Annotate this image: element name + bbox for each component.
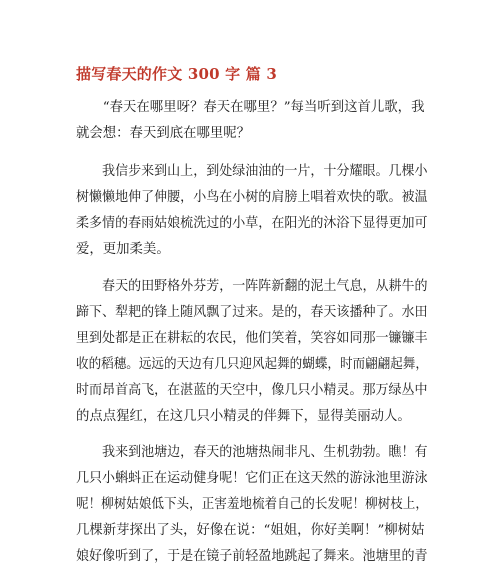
- paragraph-line: 几棵新芽探出了头，好像在说：“姐姐，你好美啊！”柳树姑: [76, 523, 425, 538]
- paragraph-line: 我来到池塘边，春天的池塘热闹非凡、生机勃勃。瞧！有: [76, 445, 428, 460]
- paragraph-line: 的点点猩红，在这几只小精灵的伴舞下，显得美丽动人。: [76, 409, 411, 424]
- paragraph-line: 娘好像听到了，于是在镜子前轻盈地跳起了舞来。池塘里的青: [76, 549, 428, 564]
- paragraph-line: 春天的田野格外芬芳，一阵阵新翻的泥土气息，从耕牛的: [76, 279, 428, 294]
- paragraph-line: 柔多情的春雨姑娘梳洗过的小草，在阳光的沐浴下显得更加可: [76, 216, 428, 231]
- paragraph-line: 呢！柳树姑娘低下头，正害羞地梳着自己的长发呢！柳树枝上，: [76, 497, 428, 512]
- paragraph-1: [76, 95, 428, 147]
- paragraph-line: “春天在哪里呀？春天在哪里？”每当听到这首儿歌，我: [76, 100, 425, 115]
- paragraph-2: [76, 159, 428, 263]
- paragraph-line: 我信步来到山上，到处绿油油的一片，十分耀眼。几棵小: [76, 164, 428, 179]
- paragraph-line: 收的稻穗。远远的天边有几只迎风起舞的蝴蝶，时而翩翩起舞，: [76, 357, 428, 372]
- paragraph-line: 爱，更加柔美。: [76, 242, 170, 257]
- paragraph-line: 树懒懒地伸了伸腰，小鸟在小树的肩膀上唱着欢快的歌。被温: [76, 190, 428, 205]
- paragraph-3: [76, 274, 428, 430]
- paragraph-line: 就会想：春天到底在哪里呢？: [76, 126, 251, 141]
- paragraph-line: 里到处都是正在耕耘的农民，他们笑着，笑容如同那一镰镰丰: [76, 331, 428, 346]
- paragraph-line: 蹄下、犁耙的锋上随风飘了过来。是的，春天该播种了。水田: [76, 305, 428, 320]
- document-title: 描写春天的作文 300 字 篇 3: [76, 65, 278, 83]
- paragraph-line: 时而昂首高飞，在湛蓝的天空中，像几只小精灵。那万绿丛中: [76, 383, 428, 398]
- paragraph-4: [76, 440, 428, 566]
- paragraph-line: 几只小蝌蚪正在运动健身呢！它们正在这天然的游泳池里游泳: [76, 471, 428, 486]
